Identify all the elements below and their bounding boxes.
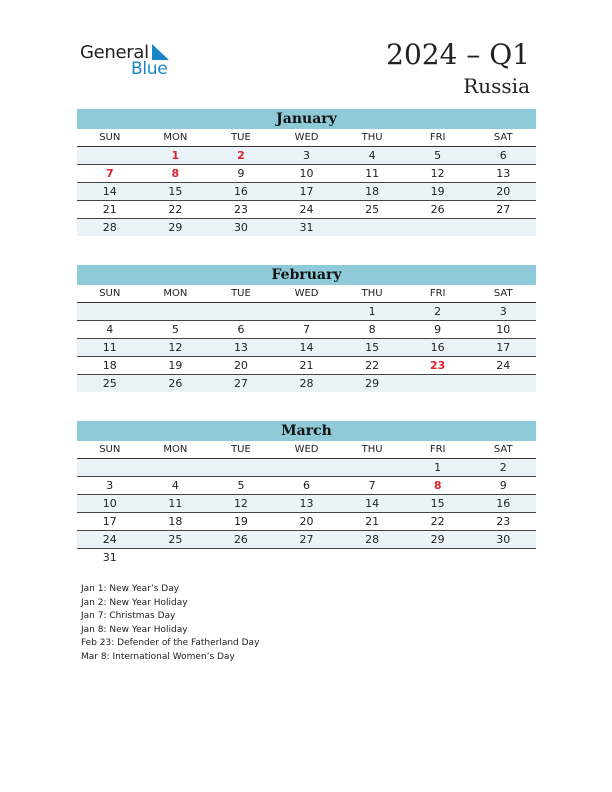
weekday-label: FRI	[429, 132, 446, 143]
day-cell: 27	[496, 203, 511, 216]
brand-logo	[80, 42, 180, 82]
day-cell: 3	[303, 149, 311, 162]
day-cell: 25	[102, 377, 117, 390]
day-cell: 9	[499, 479, 507, 492]
day-cell: 12	[430, 167, 445, 180]
day-cell: 13	[496, 167, 511, 180]
week-row	[77, 375, 536, 392]
day-cell: 19	[168, 359, 183, 372]
day-cell: 17	[496, 341, 511, 354]
day-cell: 30	[496, 533, 511, 546]
day-cell: 22	[168, 203, 183, 216]
empty-day-cell	[208, 459, 274, 476]
day-cell: 10	[496, 323, 511, 336]
day-cell: 2	[499, 461, 507, 474]
day-cell: 23	[233, 203, 248, 216]
brand-word-general: General	[80, 42, 149, 63]
day-cell: 14	[365, 497, 380, 510]
week-row	[77, 165, 536, 183]
day-cell: 24	[299, 203, 314, 216]
page-title: 2024 – Q1	[386, 38, 530, 71]
day-cell: 6	[303, 479, 311, 492]
weekday-label: MON	[163, 444, 188, 455]
day-cell: 26	[430, 203, 445, 216]
weekday-label: MON	[163, 132, 188, 143]
empty-day-cell	[339, 549, 405, 566]
day-cell: 18	[365, 185, 380, 198]
day-cell: 22	[365, 359, 380, 372]
empty-day-cell	[405, 549, 471, 566]
weekday-label: WED	[294, 444, 319, 455]
week-row	[77, 147, 536, 165]
day-cell: 2	[434, 305, 442, 318]
day-cell: 10	[299, 167, 314, 180]
holiday-entry: Mar 8: International Women’s Day	[81, 651, 235, 662]
empty-day-cell	[77, 459, 143, 476]
weekday-label: MON	[163, 288, 188, 299]
day-cell: 7	[303, 323, 311, 336]
day-cell: 4	[171, 479, 179, 492]
day-cell: 19	[233, 515, 248, 528]
day-cell: 18	[102, 359, 117, 372]
day-cell: 11	[102, 341, 117, 354]
day-cell: 14	[102, 185, 117, 198]
day-cell: 7	[105, 167, 114, 180]
week-row	[77, 321, 536, 339]
day-cell: 15	[430, 497, 445, 510]
holiday-entry: Jan 7: Christmas Day	[81, 611, 176, 622]
day-cell: 4	[368, 149, 376, 162]
week-row	[77, 513, 536, 531]
day-cell: 16	[233, 185, 248, 198]
week-row	[77, 303, 536, 321]
day-cell: 9	[237, 167, 245, 180]
day-cell: 21	[365, 515, 380, 528]
day-cell: 27	[233, 377, 248, 390]
holiday-entry: Feb 23: Defender of the Fatherland Day	[81, 638, 260, 649]
empty-day-cell	[274, 303, 340, 320]
day-cell: 20	[299, 515, 314, 528]
weekday-label: WED	[294, 288, 319, 299]
day-cell: 28	[102, 221, 117, 234]
page-subtitle: Russia	[463, 74, 530, 98]
day-cell: 16	[496, 497, 511, 510]
weekday-label: SAT	[493, 288, 513, 299]
day-cell: 3	[499, 305, 507, 318]
day-cell: 24	[102, 533, 117, 546]
day-cell: 11	[168, 497, 183, 510]
weekday-label: SAT	[493, 132, 513, 143]
week-rows	[77, 303, 536, 392]
empty-day-cell	[339, 219, 405, 236]
day-cell: 1	[434, 461, 442, 474]
day-cell: 29	[365, 377, 380, 390]
day-cell: 23	[496, 515, 511, 528]
day-cell: 14	[299, 341, 314, 354]
weekday-label: TUE	[231, 444, 251, 455]
day-cell: 11	[365, 167, 380, 180]
empty-day-cell	[77, 147, 143, 164]
weekday-label: FRI	[429, 444, 446, 455]
week-row	[77, 357, 536, 375]
weekday-label: THU	[361, 288, 383, 299]
day-cell: 1	[368, 305, 376, 318]
day-cell: 1	[171, 149, 180, 162]
month-name: March	[77, 421, 536, 441]
day-cell: 8	[368, 323, 376, 336]
day-cell: 2	[237, 149, 245, 162]
weekday-label: SUN	[99, 288, 121, 299]
weekday-header-row	[77, 285, 536, 303]
week-rows	[77, 147, 536, 236]
week-row	[77, 183, 536, 201]
day-cell: 24	[496, 359, 511, 372]
day-cell: 17	[299, 185, 314, 198]
day-cell: 21	[299, 359, 314, 372]
day-cell: 25	[168, 533, 183, 546]
day-cell: 10	[102, 497, 117, 510]
month-march	[77, 421, 536, 566]
month-january	[77, 109, 536, 236]
day-cell: 20	[233, 359, 248, 372]
day-cell: 8	[171, 167, 180, 180]
day-cell: 3	[106, 479, 114, 492]
weekday-header-row	[77, 129, 536, 147]
week-row	[77, 459, 536, 477]
day-cell: 15	[365, 341, 380, 354]
weekday-label: WED	[294, 132, 319, 143]
week-row	[77, 201, 536, 219]
day-cell: 6	[499, 149, 507, 162]
day-cell: 31	[102, 551, 117, 564]
week-row	[77, 477, 536, 495]
weekday-header-row	[77, 441, 536, 459]
day-cell: 25	[365, 203, 380, 216]
week-rows	[77, 459, 536, 566]
holiday-entry: Jan 2: New Year Holiday	[81, 597, 188, 608]
day-cell: 27	[299, 533, 314, 546]
day-cell: 22	[430, 515, 445, 528]
day-cell: 29	[430, 533, 445, 546]
day-cell: 4	[106, 323, 114, 336]
day-cell: 28	[299, 377, 314, 390]
day-cell: 15	[168, 185, 183, 198]
empty-day-cell	[208, 303, 274, 320]
weekday-label: THU	[361, 132, 383, 143]
month-name: January	[77, 109, 536, 129]
empty-day-cell	[274, 549, 340, 566]
empty-day-cell	[405, 219, 471, 236]
week-row	[77, 531, 536, 549]
day-cell: 5	[237, 479, 245, 492]
day-cell: 7	[368, 479, 376, 492]
day-cell: 23	[430, 359, 446, 372]
month-name: February	[77, 265, 536, 285]
day-cell: 30	[233, 221, 248, 234]
day-cell: 8	[433, 479, 442, 492]
day-cell: 26	[168, 377, 183, 390]
day-cell: 12	[168, 341, 183, 354]
empty-day-cell	[143, 459, 209, 476]
weekday-label: SUN	[99, 444, 121, 455]
day-cell: 17	[102, 515, 117, 528]
day-cell: 19	[430, 185, 445, 198]
day-cell: 5	[171, 323, 179, 336]
week-row	[77, 549, 536, 566]
weekday-label: THU	[361, 444, 383, 455]
day-cell: 20	[496, 185, 511, 198]
day-cell: 13	[299, 497, 314, 510]
empty-day-cell	[470, 549, 536, 566]
weekday-label: SAT	[493, 444, 513, 455]
month-february	[77, 265, 536, 392]
day-cell: 31	[299, 221, 314, 234]
empty-day-cell	[470, 219, 536, 236]
day-cell: 13	[233, 341, 248, 354]
holiday-entry: Jan 1: New Year’s Day	[81, 584, 180, 594]
empty-day-cell	[77, 303, 143, 320]
day-cell: 9	[434, 323, 442, 336]
empty-day-cell	[470, 375, 536, 392]
day-cell: 12	[233, 497, 248, 510]
day-cell: 29	[168, 221, 183, 234]
weekday-label: SUN	[99, 132, 121, 143]
weekday-label: FRI	[429, 288, 446, 299]
week-row	[77, 219, 536, 236]
day-cell: 28	[365, 533, 380, 546]
weekday-label: TUE	[231, 132, 251, 143]
week-row	[77, 339, 536, 357]
brand-word-blue: Blue	[131, 59, 168, 79]
holiday-entry: Jan 8: New Year Holiday	[81, 624, 188, 635]
empty-day-cell	[339, 459, 405, 476]
empty-day-cell	[143, 549, 209, 566]
week-row	[77, 495, 536, 513]
empty-day-cell	[405, 375, 471, 392]
weekday-label: TUE	[231, 288, 251, 299]
day-cell: 26	[233, 533, 248, 546]
empty-day-cell	[143, 303, 209, 320]
day-cell: 18	[168, 515, 183, 528]
empty-day-cell	[274, 459, 340, 476]
day-cell: 5	[434, 149, 442, 162]
day-cell: 6	[237, 323, 245, 336]
day-cell: 16	[430, 341, 445, 354]
empty-day-cell	[208, 549, 274, 566]
day-cell: 21	[102, 203, 117, 216]
holiday-list	[81, 583, 259, 665]
